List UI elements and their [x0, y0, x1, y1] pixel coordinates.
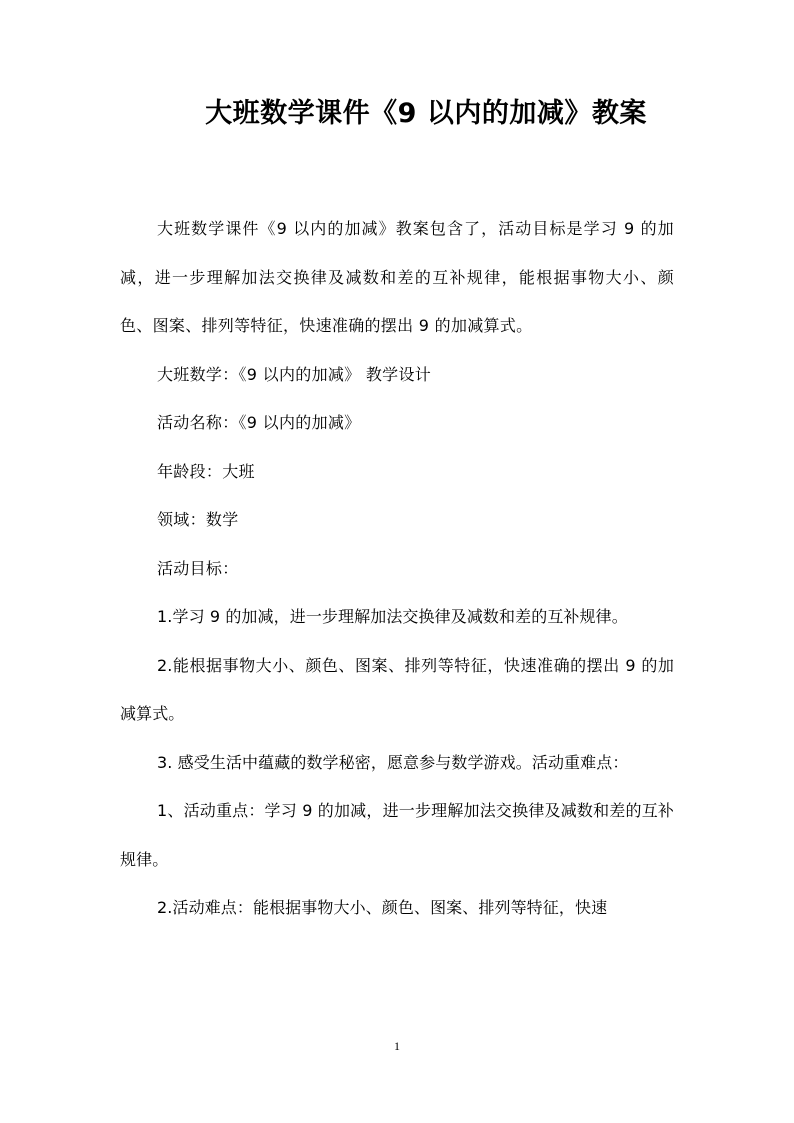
- paragraph-objectives-heading: 活动目标：: [157, 558, 239, 578]
- paragraph-key-point: 1、活动重点：学习 9 的加减，进一步理解加法交换律及减数和差的互补规律。: [120, 801, 674, 869]
- paragraph-teaching-design: 大班数学：《9 以内的加减》 教学设计: [157, 364, 432, 384]
- paragraph-activity-name: 活动名称：《9 以内的加减》: [157, 413, 361, 432]
- paragraph-objective-2: 2.能根据事物大小、颜色、图案、排列等特征，快速准确的摆出 9 的加减算式。: [120, 655, 674, 723]
- page-number: 1: [394, 1039, 400, 1053]
- document-title: 大班数学课件《9 以内的加减》教案: [205, 98, 647, 129]
- paragraph-objective-1: 1.学习 9 的加减，进一步理解加法交换律及减数和差的互补规律。: [157, 607, 628, 626]
- paragraph-objective-3: 3. 感受生活中蕴藏的数学秘密，愿意参与数学游戏。活动重难点：: [157, 752, 629, 772]
- paragraph-difficult-point: 2.活动难点：能根据事物大小、颜色、图案、排列等特征，快速: [157, 898, 608, 917]
- paragraph-intro: 大班数学课件《9 以内的加减》教案包含了，活动目标是学习 9 的加减，进一步理解加法交换律及减数和差的互补规律，能根据事物大小、颜色、图案、排列等特征，快速准确的摆出 9 的加减算式。: [120, 219, 674, 335]
- paragraph-field: 领域：数学: [157, 510, 239, 529]
- paragraph-age-group: 年龄段：大班: [157, 461, 255, 481]
- document-body: [120, 205, 674, 933]
